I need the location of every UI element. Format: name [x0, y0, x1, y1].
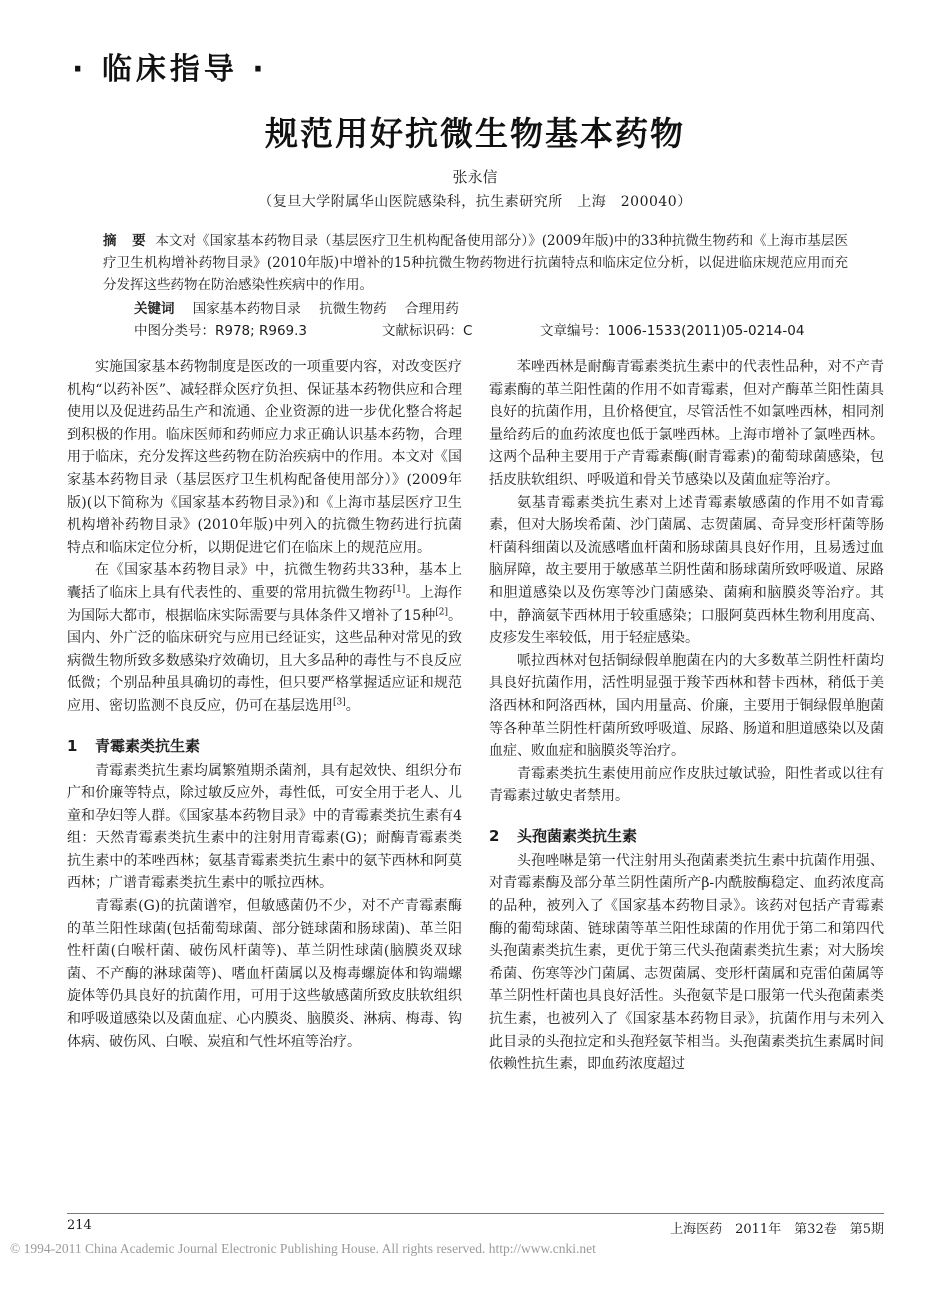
keyword: 合理用药	[404, 301, 459, 317]
footer-rule	[67, 1213, 884, 1214]
body-paragraph: 苯唑西林是耐酶青霉素类抗生素中的代表性品种，对不产青霉素酶的革兰阳性菌的作用不如青霉素，但对产酶革兰阳性菌具良好的抗菌作用，且价格便宜，尽管活性不如氯唑西林，相同剂量给药后的血药浓度也低于氯唑西林。上海市增补了氯唑西林。这两个品种主要用于产青霉素酶(耐青霉素)的葡萄球菌感染，包括皮肤软组织、呼吸道和骨关节感染以及菌血症等治疗。	[489, 359, 884, 488]
abstract-label: 摘 要	[103, 233, 147, 249]
citation-ref: [3]	[333, 697, 346, 708]
body-paragraph: 哌拉西林对包括铜绿假单胞菌在内的大多数革兰阴性杆菌均具良好抗菌作用，活性明显强于羧苄西林和替卡西林，稍低于美洛西林和阿洛西林，国内用量高、价廉，主要用于铜绿假单胞菌等各种革兰阴性杆菌所致呼吸道、尿路、肠道和胆道感染以及菌血症、败血症和脑膜炎等治疗。	[489, 652, 884, 760]
body-paragraph: 青霉素(G)的抗菌谱窄，但敏感菌仍不少，对不产青霉素酶的革兰阳性球菌(包括葡萄球菌、部分链球菌和肠球菌)、革兰阳性杆菌(白喉杆菌、破伤风杆菌等)、革兰阴性球菌(脑膜炎双球菌、不产酶的淋球菌等)、嗜血杆菌属以及梅毒螺旋体和钩端螺旋体等仍具良好的抗菌作用，可用于这些敏感菌所致皮肤软组织和呼吸道感染以及菌血症、心内膜炎、脑膜炎、淋病、梅毒、钩体病、破伤风、白喉、炭疽和气性坏疽等治疗。	[67, 898, 462, 1050]
copyright-notice: © 1994-2011 China Academic Journal Electronic Publishing House. All rights reserved. http://www.cnki.net	[10, 1241, 596, 1256]
article-title: 规范用好抗微生物基本药物	[265, 114, 685, 153]
body-paragraph: 青霉素类抗生素均属繁殖期杀菌剂，具有起效快、组织分布广和价廉等特点，除过敏反应外，毒性低，可安全用于老人、儿童和孕妇等人群。《国家基本药物目录》中的青霉素类抗生素有4组：天然青霉素类抗生素中的注射用青霉素(G)；耐酶青霉素类抗生素中的苯唑西林；氨基青霉素类抗生素中的氨苄西林和阿莫西林；广谱青霉素类抗生素中的哌拉西林。	[67, 762, 462, 892]
clc-number: 中图分类号：R978; R969.3	[134, 323, 308, 339]
right-column	[489, 356, 884, 1076]
section-tag: · 临床指导 ·	[72, 52, 268, 87]
body-paragraph: 在《国家基本药物目录》中，抗微生物药共33种，基本上囊括了临床上具有代表性的、重要的常用抗微生物药[1]。上海作为国际大都市，根据临床实际需要与具体条件又增补了15种[2]。国内、外广泛的临床研究与应用已经证实，这些品种对常见的致病微生物所致多数感染疗效确切，且大多品种的毒性与不良反应低微；个别品种虽具确切的毒性，但只要严格掌握适应证和规范应用、密切监测不良反应，仍可在基层选用[3]。	[67, 562, 463, 714]
journal-info: 上海医药 2011年 第32卷 第5期	[670, 1222, 884, 1237]
body-paragraph: 青霉素类抗生素使用前应作皮肤过敏试验，阳性者或以往有青霉素过敏史者禁用。	[489, 765, 884, 805]
page-number: 214	[67, 1218, 92, 1233]
keyword: 抗微生物药	[319, 301, 387, 317]
document-code: 文献标识码：C	[382, 323, 473, 339]
abstract	[103, 230, 848, 296]
keywords	[134, 298, 459, 320]
keyword: 国家基本药物目录	[192, 301, 301, 317]
article-number: 文章编号：1006-1533(2011)05-0214-04	[540, 323, 805, 339]
citation-ref: [1]	[392, 584, 406, 595]
left-column	[67, 356, 462, 1053]
section-heading: 2 头孢菌素类抗生素	[489, 826, 638, 845]
body-paragraph: 实施国家基本药物制度是医改的一项重要内容，对改变医疗机构“以药补医”、减轻群众医疗负担、保证基本药物供应和合理使用以及促进药品生产和流通、企业资源的进一步优化整合将起到积极的作用。临床医师和药师应力求正确认识基本药物，合理用于临床，充分发挥这些药物在防治疾病中的作用。本文对《国家基本药物目录（基层医疗卫生机构配备使用部分）》(2009年版)(以下简称为《国家基本药物目录》)和《上海市基层医疗卫生机构增补药物目录》(2010年版)中列入的抗微生物药进行抗菌特点和临床定位分析，以期促进它们在临床上的规范应用。	[67, 359, 462, 556]
affiliation: （复旦大学附属华山医院感染科，抗生素研究所 上海 200040）	[258, 194, 692, 210]
author: 张永信	[452, 168, 498, 186]
section-heading: 1 青霉素类抗生素	[67, 736, 201, 755]
keywords-label: 关键词	[134, 301, 175, 317]
citation-ref: [2]	[435, 606, 448, 617]
abstract-text: 本文对《国家基本药物目录（基层医疗卫生机构配备使用部分）》(2009年版)中的33种抗微生物药和《上海市基层医疗卫生机构增补药物目录》(2010年版)中增补的15种抗微生物药物进行抗菌特点和临床定位分析，以促进临床规范应用而充分发挥这些药物在防治感染性疾病中的作用。	[103, 233, 848, 293]
body-paragraph: 头孢唑啉是第一代注射用头孢菌素类抗生素中抗菌作用强、对青霉素酶及部分革兰阴性菌所产β-内酰胺酶稳定、血药浓度高的品种，被列入了《国家基本药物目录》。该药对包括产青霉素酶的葡萄球菌、链球菌等革兰阳性球菌的作用优于第二和第四代头孢菌素类抗生素，更优于第三代头孢菌素类抗生素；对大肠埃希菌、伤寒等沙门菌属、志贺菌属、变形杆菌属和克雷伯菌属等革兰阴性杆菌也具良好活性。头孢氨苄是口服第一代头孢菌素类抗生素，也被列入了《国家基本药物目录》，抗菌作用与未列入此目录的头孢拉定和头孢羟氨苄相当。头孢菌素类抗生素属时间依赖性抗生素，即血药浓度超过	[489, 852, 884, 1073]
body-paragraph: 氨基青霉素类抗生素对上述青霉素敏感菌的作用不如青霉素，但对大肠埃希菌、沙门菌属、志贺菌属、奇异变形杆菌等肠杆菌科细菌以及流感嗜血杆菌和肠球菌具良好作用，且易透过血脑屏障，故主要用于敏感革兰阴性菌和肠球菌所致呼吸道、尿路和胆道感染以及伤寒等沙门菌感染、菌痢和脑膜炎等治疗。其中，静滴氨苄西林用于较重感染；口服阿莫西林生物利用度高、皮疹发生率较低，用于轻症感染。	[489, 494, 884, 647]
